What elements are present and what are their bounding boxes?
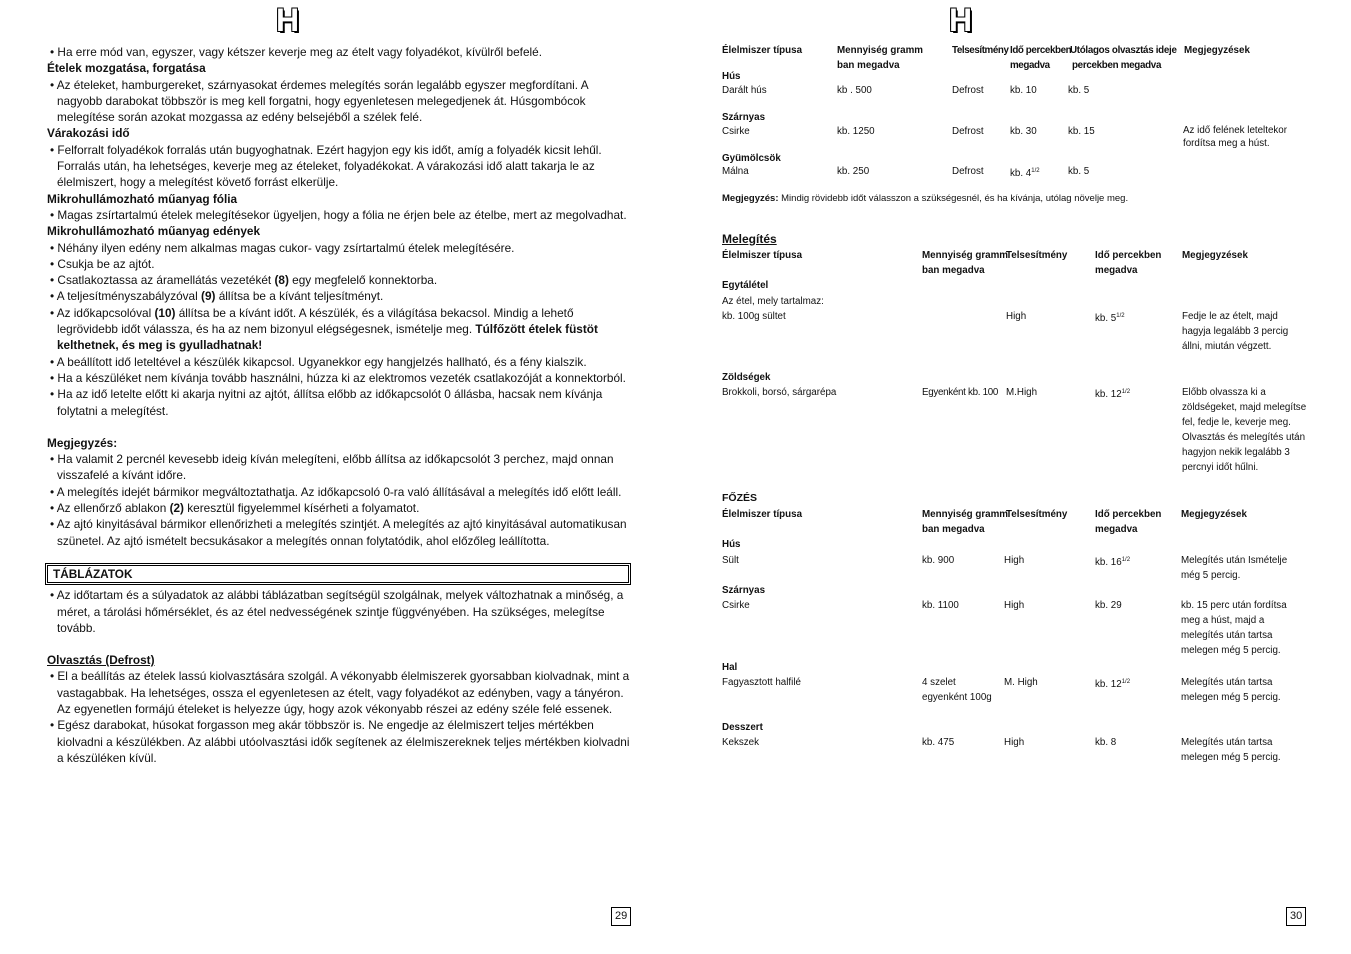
group-label: Szárnyas (722, 112, 766, 123)
cooking-title: FŐZÉS (722, 492, 758, 504)
group-label: Zöldségek (722, 372, 771, 383)
group-sublabel: Az étel, mely tartalmaz: (722, 296, 824, 307)
page-number: 29 (611, 907, 631, 926)
col-header-power: Telsesítmény (952, 45, 1009, 56)
tables-bullet: • Az időtartam és a súlyadatok az alábbi táblázatban segítségül szolgálnak, melyek változhatnak a minőség, a méret, a tárolási hőmérséklet, és az étel nedvességének szintje függvényében. Ha szükséges, melegítse tovább. (47, 587, 631, 636)
defrost-heading: Olvasztás (Defrost) (47, 653, 155, 668)
left-page (0, 0, 675, 954)
defrost-note: Megjegyzés: Mindig rövidebb időt válasszon a szükségesnél, és ha kívánja, utólag növelje meg. (722, 193, 1129, 204)
col-header-qty: Mennyiség gramm ban megadva (922, 509, 1009, 535)
dishes-heading: Mikrohullámozható műanyag edények (47, 224, 261, 239)
col-header-time: Idő percekben megadva (1010, 45, 1072, 71)
intro-bullet: • Ha erre mód van, egyszer, vagy kétszer keverje meg az ételt vagy folyadékot, kívülről befelé. (47, 44, 631, 60)
language-letter: H (949, 2, 973, 38)
col-header-notes: Megjegyzések (1181, 509, 1247, 520)
col-header-notes: Megjegyzések (1182, 250, 1248, 261)
notes-bullet-1: • Ha valamit 2 percnél kevesebb ideig kíván melegíteni, előbb állítsa az időkapcsolót 3 perchez, majd onnan visszafelé a kívánt időre. (47, 451, 631, 484)
waiting-heading: Várakozási idő (47, 126, 130, 141)
defrost-bullet-1: • El a beállítás az ételek lassú kiolvasztására szolgál. A vékonyabb élelmiszerek gyorsabban kiolvadnak, mint a vastagabbak. Ha lehetséges, ossza el egyenletesen az ételt, vagy folyadékot az edényben, vagy a tányéron. Az egyenetlen formájú ételeket is helyezze úgy, hogy azok vékonyabb részei az edény széle felé essenek. (47, 668, 631, 717)
group-label: Egytálétel (722, 280, 769, 291)
dishes-bullet-4: • A teljesítményszabályzóval (9) állítsa be a kívánt teljesítményt. (47, 288, 631, 304)
waiting-bullet: • Felforralt folyadékok forralás után bugyoghatnak. Ezért hagyjon egy kis időt, amíg a folyadék kicsit lehűl. Forralás után, ha lehetséges, keverje meg az ételeket, folyadékokat. A várakozási idő alatt takarja le az élelmiszert, hogy a melegítést követő forrást elkerülje. (47, 142, 631, 191)
page-number: 30 (1286, 907, 1306, 926)
dishes-bullet-8: • Ha az idő letelte előtt ki akarja nyitni az ajtót, állítsa előbb az időkapcsolót 0 állásba, hacsak nem kívánja folytatni a melegítést. (47, 386, 631, 419)
group-label: Hal (722, 662, 738, 673)
notes-bullet-4: • Az ajtó kinyitásával bármikor ellenőrizheti a melegítés szintjét. A melegítés az ajtó kinyitásával automatikusan szünetel. Az ajtó ismételt becsukásakor a melegítés onnan folytatódik, ahol előzőleg leállította. (47, 516, 631, 549)
dishes-bullet-3: • Csatlakoztassa az áramellátás vezetékét (8) egy megfelelő konnektorba. (47, 272, 631, 288)
dishes-bullet-6: • A beállított idő leteltével a készülék kikapcsol. Ugyanekkor egy hangjelzés hallható, és a fény kialszik. (47, 354, 631, 370)
foil-bullet: • Magas zsírtartalmú ételek melegítésekor ügyeljen, hogy a fólia ne érjen bele az ételbe, mert az megolvadhat. (47, 207, 631, 223)
group-label: Gyümölcsök (722, 153, 781, 164)
right-page: H Élelmiszer típusa Mennyiség gramm ban megadva Telsesítmény Idő percekben megadva Utólagos olvasztás ideje percekben megadva Megjegyzések Hús Darált hús kb . 500 Defrost kb. 10 kb. 5 Szárnyas Csirke kb. 1250 Defrost kb. 30 kb. 15 Az idő felének leteltekor fordítsa meg a húst. Gyümölcsök Málna kb. 250 Defrost kb. $4^{1/2}$ kb. 5 Megjegyzés: Mindig rövidebb időt válasszon a szükségesnél, és ha kívánja, utólag növelje meg. Melegítés Élelmiszer típusa Mennyiség gramm ban megadva Telsesítmény Idő percekben megadva Megjegyzések Egytálétel Az étel, mely tartalmaz: kb. 100g sültet High kb. $5^{1/2}$ Fedje le az ételt, majd hagyja legalább 3 percig állni, miután végzett. Zöldségek Brokkoli, borsó, sárgarépa Egyenként kb. 100 M.High kb. $12^{1/2}$ Előbb olvassza ki a zöldségeket, majd melegítse fel, fedje le, keverje meg. Olvasztás és melegítés után hagyjon nekik legalább 3 percnyi időt hűlni. FŐZÉS Élelmiszer típusa Mennyiség gramm ban megadva Telsesítmény Idő percekben megadva Megjegyzések Hús Sült kb. 900 High kb. $16^{1/2}$ Melegítés után Ismételje még 5 percig. Szárnyas Csirke kb. 1100 High kb. 29 kb. 15 perc után fordítsa meg a húst, majd a melegítés után tartsa melegen még 5 percig. Hal Fagyasztott halfilé 4 szelet egyenként 100g M. High kb. $12^{1/2}$ Melegítés után tartsa melegen még 5 percig. Desszert Kekszek kb. 475 High kb. 8 Melegítés után tartsa melegen még 5 percig. 30 (675, 0, 1351, 954)
group-label: Szárnyas (722, 585, 766, 596)
tables-heading-box: TÁBLÁZATOK (47, 565, 629, 583)
foil-heading: Mikrohullámozható műanyag fólia (47, 191, 238, 206)
dishes-bullet-2: • Csukja be az ajtót. (47, 256, 631, 272)
col-header-notes: Megjegyzések (1184, 45, 1250, 56)
col-header-type: Élelmiszer típusa (722, 250, 803, 261)
heating-title: Melegítés (722, 232, 777, 246)
dishes-bullet-1: • Néhány ilyen edény nem alkalmas magas cukor- vagy zsírtartalmú ételek melegítésére. (47, 240, 631, 256)
group-label: Hús (722, 71, 741, 82)
language-letter: H (276, 2, 300, 38)
group-label: Hús (722, 539, 741, 550)
notes-heading: Megjegyzés: (47, 435, 118, 450)
left-text-column (47, 44, 631, 766)
col-header-type: Élelmiszer típusa (722, 45, 803, 56)
notes-bullet-3: • Az ellenőrző ablakon (2) keresztül figyelemmel kísérheti a folyamatot. (47, 500, 631, 516)
col-header-time: Idő percekben megadva (1095, 509, 1162, 535)
dishes-bullet-5: • Az időkapcsolóval (10) állítsa be a kívánt időt. A készülék, és a világítása bekacsol. Mindig a lehető legrövidebb időt válassza, és ha az nem bizonyul elégségesnek, ismételje meg. Túlfőzött ételek füstöt kelthetnek, és meg is gyulladhatnak! (47, 305, 631, 354)
col-header-qty: Mennyiség gramm ban megadva (922, 250, 1009, 276)
col-header-time: Idő percekben megadva (1095, 250, 1162, 276)
moving-bullet: • Az ételeket, hamburgereket, szárnyasokat érdemes melegítés során legalább egyszer megfordítani. A nagyobb darabokat többször is meg kell forgatni, hogy egyenletesen melegedjenek át. Húsgombócok melegítése során azokat mozgassa az edény belsejéből a szélek felé. (47, 77, 631, 126)
moving-heading: Ételek mozgatása, forgatása (47, 61, 206, 76)
col-header-type: Élelmiszer típusa (722, 509, 803, 520)
defrost-bullet-2: • Egész darabokat, húsokat forgasson meg akár többször is. Ne engedje az élelmiszert teljes mértékben kiolvadni a készülékben. Az alábbi utóolvasztási idők segítenek az élelmiszereknek teljes mértékben kiolvadni a készüléken kívül. (47, 717, 631, 766)
col-header-power: Telsesítmény (1006, 509, 1068, 520)
dishes-bullet-7: • Ha a készüléket nem kívánja tovább használni, húzza ki az elektromos vezeték csatlakozóját a konnektorból. (47, 370, 631, 386)
notes-bullet-2: • A melegítés idejét bármikor megváltoztathatja. Az időkapcsoló 0-ra való állításával a melegítés idő előtt leáll. (47, 484, 631, 500)
col-header-power: Telsesítmény (1006, 250, 1068, 261)
col-header-after: Utólagos olvasztás ideje percekben megadva (1070, 45, 1177, 71)
col-header-qty: Mennyiség gramm ban megadva (837, 45, 924, 71)
group-label: Desszert (722, 722, 763, 733)
